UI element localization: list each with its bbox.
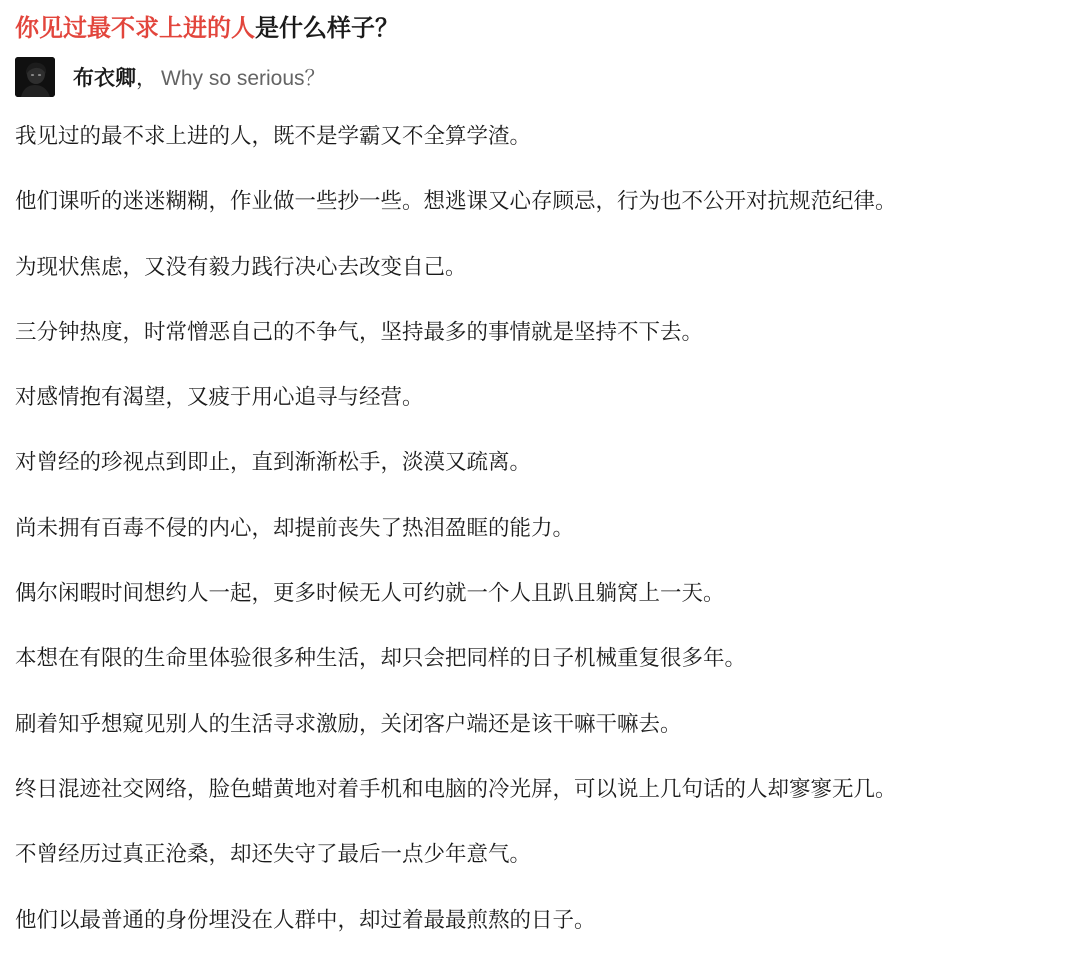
author-name[interactable]: 布衣卿 (73, 66, 136, 90)
answer-paragraph: 对感情抱有渴望，又疲于用心追寻与经营。 (15, 385, 424, 411)
author-separator: ， (136, 66, 157, 90)
question-title-highlight: 你见过最不求上进的人 (15, 14, 255, 42)
avatar[interactable] (15, 57, 55, 97)
author-info (15, 57, 326, 97)
question-title[interactable] (15, 12, 399, 44)
answer-paragraph: 本想在有限的生命里体验很多种生活，却只会把同样的日子机械重复很多年。 (15, 646, 747, 672)
answer-content (15, 115, 1075, 964)
answer-paragraph: 为现状焦虑，又没有毅力践行决心去改变自己。 (15, 254, 467, 280)
answer-paragraph: 他们课听的迷迷糊糊，作业做一些抄一些。想逃课又心存顾忌，行为也不公开对抗规范纪律。 (15, 189, 897, 215)
answer-paragraph: 他们以最普通的身份埋没在人群中，却过着最最煎熬的日子。 (15, 907, 596, 933)
answer-paragraph: 尚未拥有百毒不侵的内心，却提前丧失了热泪盈眶的能力。 (15, 515, 575, 541)
answer-paragraph: 偶尔闲暇时间想约人一起，更多时候无人可约就一个人且趴且躺窝上一天。 (15, 581, 725, 607)
question-title-rest: 是什么样子？ (255, 14, 399, 42)
answer-paragraph: 终日混迹社交网络，脸色蜡黄地对着手机和电脑的冷光屏，可以说上几句话的人却寥寥无几。 (15, 776, 897, 802)
author-bio: Why so serious？ (161, 67, 326, 90)
answer-paragraph: 对曾经的珍视点到即止，直到渐渐松手，淡漠又疏离。 (15, 450, 532, 476)
answer-paragraph: 刷着知乎想窥见别人的生活寻求激励，关闭客户端还是该干嘛干嘛去。 (15, 711, 682, 737)
answer-paragraph: 三分钟热度，时常憎恶自己的不争气，坚持最多的事情就是坚持不下去。 (15, 319, 704, 345)
answer-paragraph: 我见过的最不求上进的人，既不是学霸又不全算学渣。 (15, 124, 532, 149)
avatar-portrait-icon (15, 57, 55, 97)
answer-paragraph: 不曾经历过真正沧桑，却还失守了最后一点少年意气。 (15, 842, 532, 868)
